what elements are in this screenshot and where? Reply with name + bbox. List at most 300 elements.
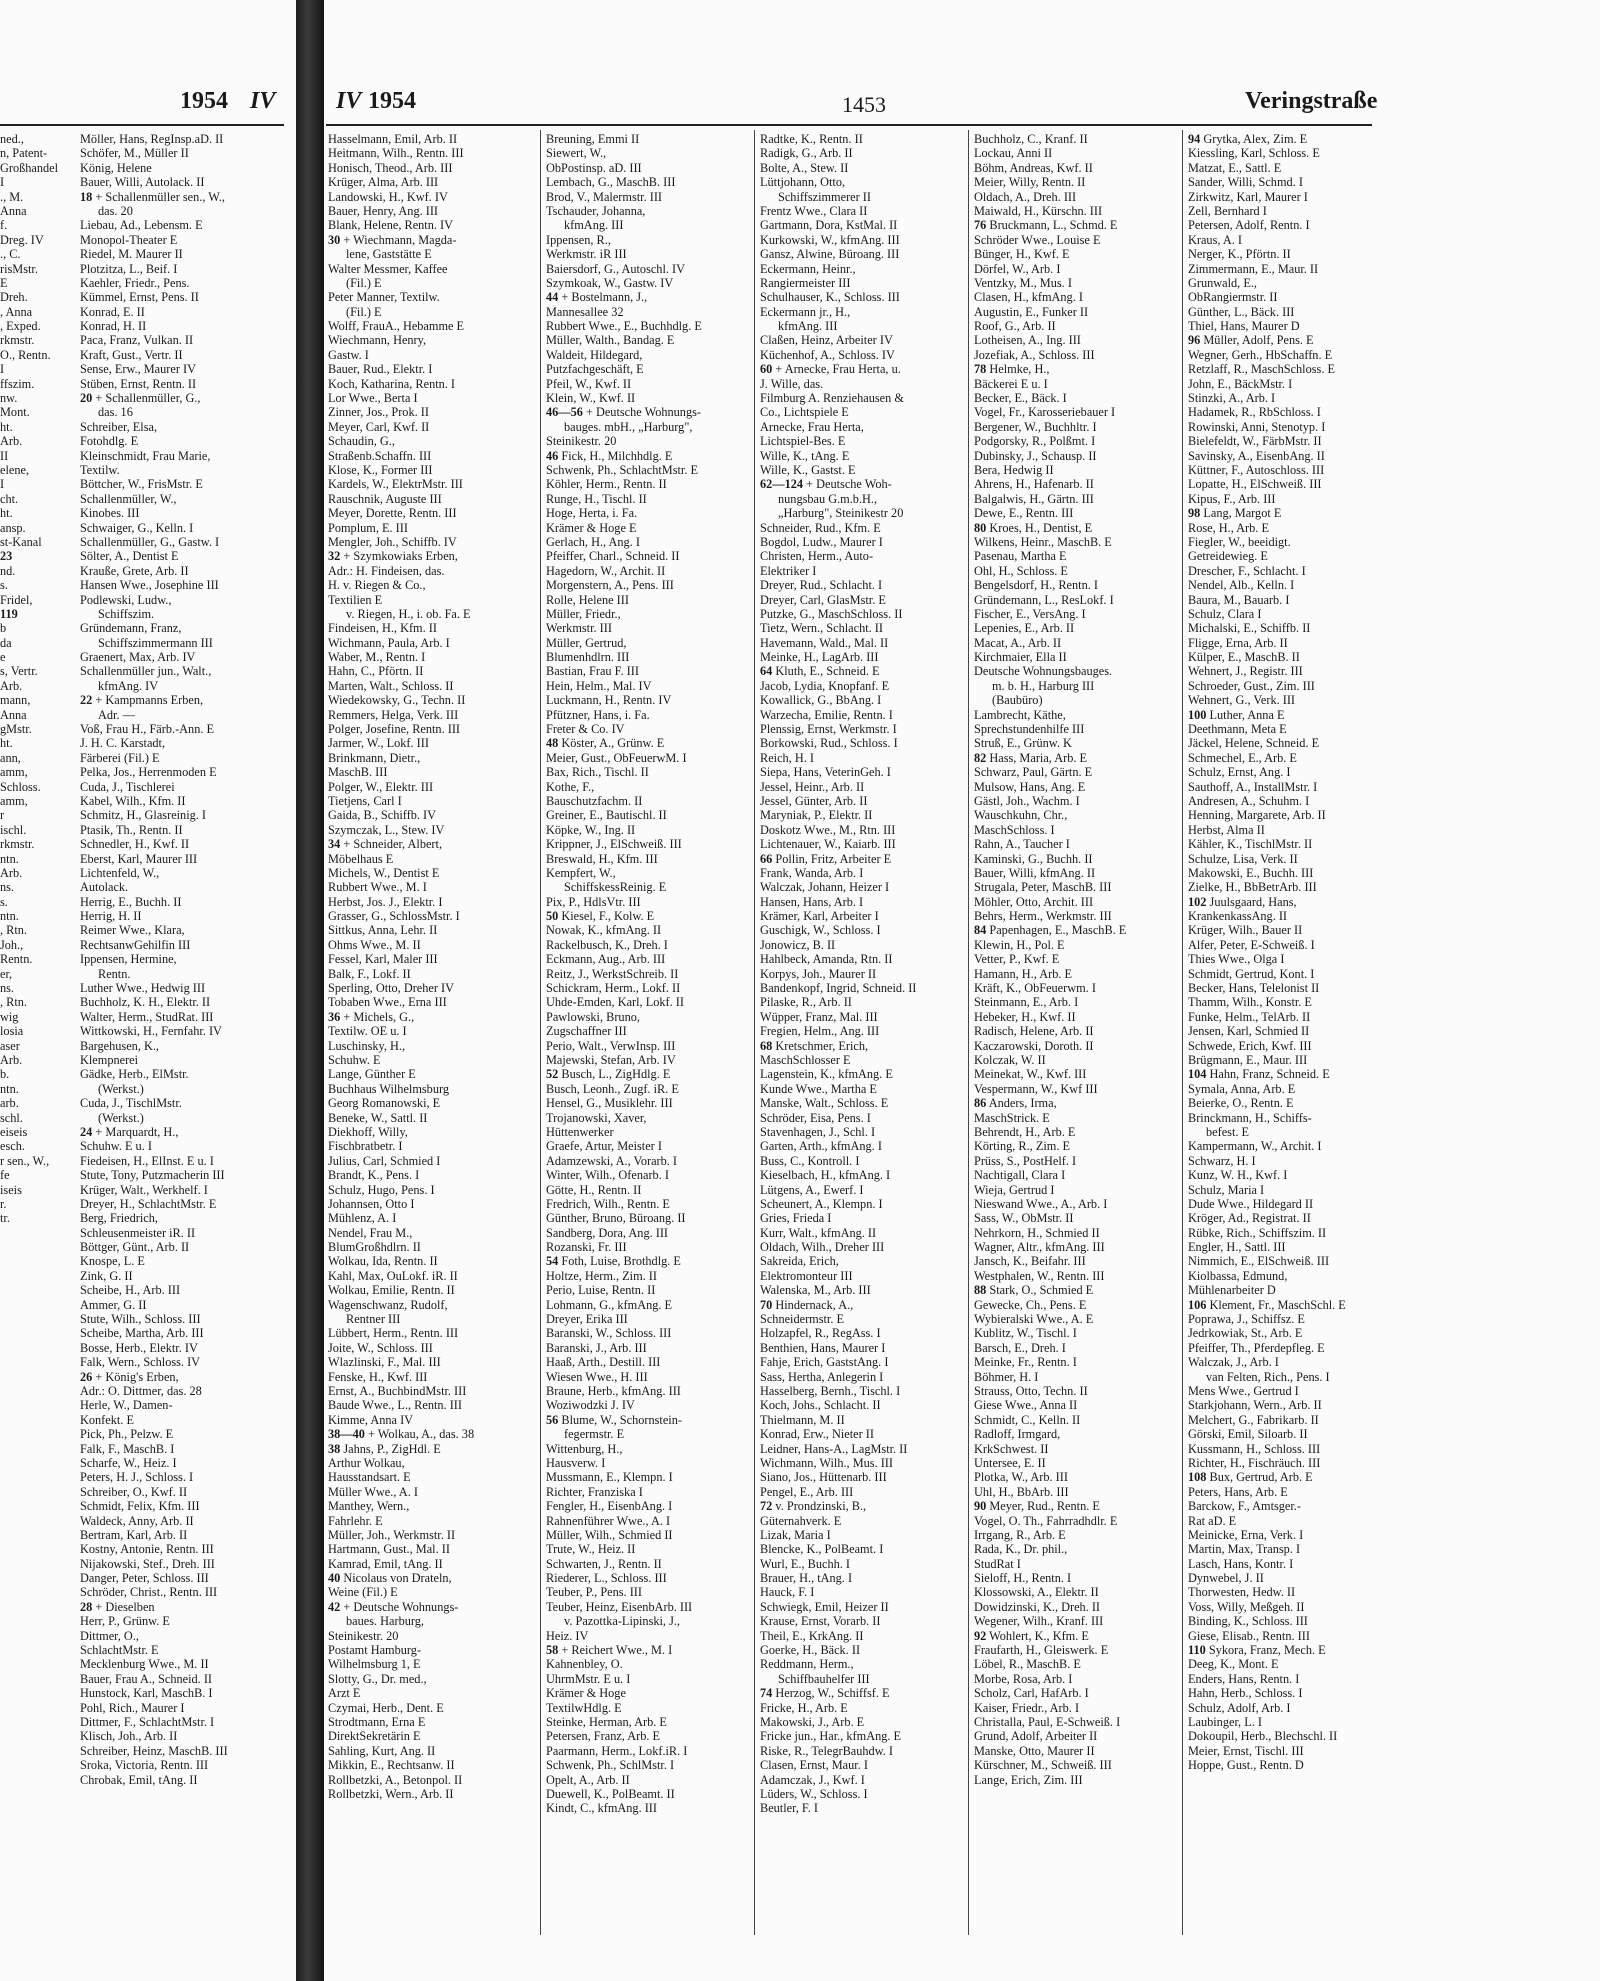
house-number: 44 bbox=[546, 290, 559, 305]
entry-line: Luther Wwe., Hedwig III bbox=[80, 981, 206, 996]
entry-line: m. b. H., Harburg III bbox=[992, 678, 1095, 693]
entry-line: Dreyer, Erika III bbox=[546, 1312, 628, 1327]
left-page-year: 1954 bbox=[180, 88, 228, 114]
entry-line: Hoppe, Gust., Rentn. D bbox=[1188, 1758, 1304, 1773]
entry-line: Schnedler, H., Kwf. II bbox=[80, 837, 190, 852]
entry-line: Holzapfel, R., RegAss. I bbox=[760, 1326, 881, 1341]
entry-line: Elektromonteur III bbox=[760, 1268, 853, 1283]
entry-line: Möller, Hans, RegInsp.aD. II bbox=[80, 132, 224, 146]
entry-line: Stüben, Ernst, Rentn. II bbox=[80, 376, 197, 391]
entry-line: 74 Herzog, W., Schiffsf. E bbox=[760, 1686, 890, 1701]
entry-line: Hasselberg, Bernh., Tischl. I bbox=[760, 1383, 901, 1398]
entry-line: r sen., W., bbox=[0, 1153, 50, 1168]
entry-line: Petersen, Adolf, Rentn. I bbox=[1188, 218, 1310, 233]
entry-line: Polger, W., Elektr. III bbox=[328, 779, 434, 794]
entry-line: Brinckmann, H., Schiffs- bbox=[1188, 1110, 1312, 1125]
entry-line: 76 Bruckmann, L., Schmd. E bbox=[974, 218, 1118, 233]
entry-line: Danger, Peter, Schloss. III bbox=[80, 1571, 209, 1586]
entry-line: Maryniak, P., Elektr. II bbox=[760, 808, 873, 823]
entry-line: Kurr, Walt., kfmAng. II bbox=[760, 1225, 877, 1240]
entry-line: Bandenkopf, Ingrid, Schneid. II bbox=[760, 981, 917, 996]
entry-line: Wichmann, Paula, Arb. I bbox=[328, 635, 450, 650]
entry-line: Becker, E., Bäck. I bbox=[974, 391, 1067, 406]
entry-line: Walenska, M., Arb. III bbox=[760, 1283, 871, 1298]
entry-line: Honisch, Theod., Arb. III bbox=[328, 160, 453, 175]
entry-line: Anna bbox=[0, 707, 27, 722]
entry-line: Riske, R., TelegrBauhdw. I bbox=[760, 1743, 894, 1758]
entry-line: Borkowski, Rud., Schloss. I bbox=[760, 736, 898, 751]
entry-line: Külper, E., MaschB. II bbox=[1188, 650, 1300, 665]
entry-line: Lepenies, E., Arb. II bbox=[974, 621, 1075, 636]
entry-line: Kraus, A. I bbox=[1188, 232, 1242, 247]
entry-line: Bauschutzfachm. II bbox=[546, 793, 643, 808]
entry-line: Zielke, H., BbBetrArb. III bbox=[1188, 880, 1317, 895]
entry-line: 50 Kiesel, F., Kolw. E bbox=[546, 909, 655, 924]
entry-line: Herrig, H. II bbox=[80, 909, 142, 924]
entry-line: Dörfel, W., Arb. I bbox=[974, 261, 1061, 276]
entry-line: 100 Luther, Anna E bbox=[1188, 707, 1285, 722]
entry-line: ObPostinsp. aD. III bbox=[546, 160, 642, 175]
entry-line: Schmidt, Gertrud, Kont. I bbox=[1188, 966, 1315, 981]
entry-line: Schleusenmeister iR. II bbox=[80, 1225, 196, 1240]
right-header-rule bbox=[326, 124, 1372, 126]
house-number: 119 bbox=[0, 606, 18, 621]
entry-line: „Harburg", Steinikestr 20 bbox=[778, 506, 904, 521]
entry-line: Möbelhaus E bbox=[328, 851, 394, 866]
entry-line: 106 Klement, Fr., MaschSchl. E bbox=[1188, 1297, 1346, 1312]
entry-line: Herrig, E., Buchh. II bbox=[80, 894, 182, 909]
entry-line: Küttner, F., Autoschloss. III bbox=[1188, 462, 1325, 477]
column-divider bbox=[1182, 130, 1183, 1935]
entry-line: schl. bbox=[0, 1110, 23, 1125]
entry-line: arb. bbox=[0, 1096, 19, 1111]
entry-line: Rollbetzki, Wern., Arb. II bbox=[328, 1786, 454, 1801]
entry-line: Bauer, Rud., Elektr. I bbox=[328, 362, 433, 377]
entry-line: Monopol-Theater E bbox=[80, 232, 178, 247]
entry-line: Steinke, Herman, Arb. E bbox=[546, 1714, 667, 1729]
entry-line: Hamann, H., Arb. E bbox=[974, 966, 1073, 981]
entry-line: Kostny, Antonie, Rentn. III bbox=[80, 1542, 214, 1557]
entry-line: Mulsow, Hans, Ang. E bbox=[974, 779, 1086, 794]
house-number: 78 bbox=[974, 362, 987, 377]
entry-line: Kampermann, W., Archit. I bbox=[1188, 1139, 1322, 1154]
entry-line: Reddmann, Herm., bbox=[760, 1657, 854, 1672]
entry-line: Jäckel, Helene, Schneid. E bbox=[1188, 736, 1320, 751]
entry-line: 110 Sykora, Franz, Mech. E bbox=[1188, 1643, 1326, 1658]
entry-line: Herbst, Jos. J., Elektr. I bbox=[328, 894, 443, 909]
entry-line: Lagenstein, K., kfmAng. E bbox=[760, 1067, 893, 1082]
entry-line: Wauschkuhn, Chr., bbox=[974, 808, 1068, 823]
entry-line: Baranski, W., Schloss. III bbox=[546, 1326, 672, 1341]
entry-line: Schwarten, J., Rentn. II bbox=[546, 1556, 662, 1571]
entry-line: , Rtn. bbox=[0, 995, 27, 1010]
entry-line: Schwarz, Paul, Gärtn. E bbox=[974, 765, 1093, 780]
entry-line: Bauer, Willi, Autolack. II bbox=[80, 175, 205, 190]
entry-line: Müller, Walth., Bandag. E bbox=[546, 333, 675, 348]
entry-line: Trute, W., Heiz. II bbox=[546, 1542, 636, 1557]
entry-line: Wlazlinski, F., Mal. III bbox=[328, 1355, 441, 1370]
column-divider bbox=[968, 130, 969, 1935]
entry-line: Grunwald, E., bbox=[1188, 275, 1257, 290]
entry-line: Hauck, F. I bbox=[760, 1585, 815, 1600]
entry-line: Wolkau, Emilie, Rentn. II bbox=[328, 1283, 455, 1298]
entry-line: Elektriker I bbox=[760, 563, 817, 578]
entry-line: ObRangiermstr. II bbox=[1188, 290, 1278, 305]
entry-line: Pilaske, R., Arb. II bbox=[760, 995, 852, 1010]
entry-line: Putzfachgeschäft, E bbox=[546, 362, 644, 377]
entry-line: 28 + Dieselben bbox=[80, 1599, 155, 1614]
entry-line: Engler, H., Sattl. III bbox=[1188, 1240, 1286, 1255]
entry-line: 80 Kroes, H., Dentist, E bbox=[974, 520, 1093, 535]
entry-line: kfmAng. III bbox=[778, 319, 838, 334]
house-number: 76 bbox=[974, 218, 987, 233]
entry-line: Schuhw. E u. I bbox=[80, 1139, 152, 1154]
house-number: 38—40 bbox=[328, 1427, 365, 1442]
entry-line: Straßenb.Schaffn. III bbox=[328, 448, 432, 463]
entry-line: Schröder Wwe., Louise E bbox=[974, 232, 1101, 247]
entry-line: Schroeder, Gust., Zim. III bbox=[1188, 678, 1315, 693]
entry-line: Joh., bbox=[0, 937, 24, 952]
entry-line: Braune, Herb., kfmAng. III bbox=[546, 1383, 681, 1398]
entry-line: 72 v. Prondzinski, B., bbox=[760, 1499, 867, 1514]
left-header-rule bbox=[0, 124, 284, 126]
entry-line: Duewell, K., PolBeamt. II bbox=[546, 1786, 675, 1801]
entry-line: Schneider, Rud., Kfm. E bbox=[760, 520, 881, 535]
entry-line: Giese, Elisab., Rentn. III bbox=[1188, 1628, 1310, 1643]
entry-line: Bogdol, Ludw., Maurer I bbox=[760, 534, 883, 549]
entry-line: Ahrens, H., Hafenarb. II bbox=[974, 477, 1094, 492]
entry-line: Andresen, A., Schuhm. I bbox=[1188, 793, 1310, 808]
entry-line: Fengler, H., EisenbAng. I bbox=[546, 1499, 673, 1514]
entry-line: Stute, Tony, Putzmacherin III bbox=[80, 1168, 225, 1183]
house-number: 34 bbox=[328, 837, 341, 852]
entry-line: Rübke, Rich., Schiffszim. II bbox=[1188, 1225, 1327, 1240]
entry-line: r bbox=[0, 808, 5, 823]
entry-line: Schmitz, H., Glasreinig. I bbox=[80, 808, 207, 823]
entry-line: Berg, Friedrich, bbox=[80, 1211, 158, 1226]
entry-line: ., C. bbox=[0, 247, 21, 262]
entry-line: Struß, E., Grünw. K bbox=[974, 736, 1072, 751]
entry-line: Mont. bbox=[0, 405, 30, 420]
entry-line: Grasser, G., SchlossMstr. I bbox=[328, 909, 460, 924]
entry-line: Gaida, B., Schiffb. IV bbox=[328, 808, 437, 823]
entry-line: Filmburg A. Renziehausen & bbox=[760, 391, 904, 406]
entry-line: 40 Nicolaus von Drateln, bbox=[328, 1571, 452, 1586]
entry-line: 26 + König's Erben, bbox=[80, 1369, 179, 1384]
entry-line: Doskotz Wwe., M., Rtn. III bbox=[760, 822, 896, 837]
house-number: 82 bbox=[974, 750, 987, 765]
entry-line: Clasen, Ernst, Maur. I bbox=[760, 1758, 868, 1773]
entry-line: Krause, Ernst, Vorarb. II bbox=[760, 1614, 881, 1629]
street-name: Veringstraße bbox=[1245, 88, 1378, 114]
entry-line: Jedrkowiak, St., Arb. E bbox=[1188, 1326, 1303, 1341]
entry-line: Jansch, K., Beifahr. III bbox=[974, 1254, 1086, 1269]
entry-line: Waldeck, Anny, Arb. II bbox=[80, 1513, 194, 1528]
entry-line: 38 Jahns, P., ZigHdl. E bbox=[328, 1441, 441, 1456]
entry-line: Müller, Friedr., bbox=[546, 606, 621, 621]
entry-line: Krippner, J., ElSchweiß. III bbox=[546, 837, 682, 852]
entry-line: Kröger, Ad., Registrat. II bbox=[1188, 1211, 1311, 1226]
house-number: 84 bbox=[974, 923, 987, 938]
entry-line: Krüger, Alma, Arb. III bbox=[328, 175, 439, 190]
entry-line: Ohms Wwe., M. II bbox=[328, 937, 421, 952]
entry-line: Ernst, A., BuchbindMstr. III bbox=[328, 1383, 467, 1398]
entry-line: Siewert, W., bbox=[546, 146, 607, 161]
entry-line: 88 Stark, O., Schmied E bbox=[974, 1283, 1094, 1298]
entry-line: Martin, Max, Transp. I bbox=[1188, 1542, 1301, 1557]
entry-line: Augustin, E., Funker II bbox=[974, 304, 1089, 319]
entry-line: Gründemann, Franz, bbox=[80, 621, 182, 636]
entry-line: Schmechel, E., Arb. E bbox=[1188, 750, 1297, 765]
entry-line: Lütgens, A., Ewerf. I bbox=[760, 1182, 864, 1197]
entry-line: Mühlenz, A. I bbox=[328, 1211, 397, 1226]
entry-line: Fricke, H., Arb. E bbox=[760, 1700, 848, 1715]
entry-line: Meinke, Fr., Rentn. I bbox=[974, 1355, 1077, 1370]
entry-line: Bosse, Herb., Elektr. IV bbox=[80, 1340, 198, 1355]
entry-line: Guschigk, W., Schloss. I bbox=[760, 923, 881, 938]
entry-line: Richter, Franziska I bbox=[546, 1484, 643, 1499]
entry-line: Dittmer, F., SchlachtMstr. I bbox=[80, 1714, 215, 1729]
entry-line: Lüttjohann, Otto, bbox=[760, 175, 846, 190]
entry-line: Sölter, A., Dentist E bbox=[80, 549, 179, 564]
entry-line: Knospe, L. E bbox=[80, 1254, 145, 1269]
entry-line: elene, bbox=[0, 462, 30, 477]
entry-line: Textilw. bbox=[80, 462, 120, 477]
entry-line: Beutler, F. I bbox=[760, 1801, 818, 1816]
entry-line: Pengel, E., Arb. III bbox=[760, 1484, 854, 1499]
entry-line: Fenske, H., Kwf. III bbox=[328, 1369, 428, 1384]
entry-line: Böhmer, H. I bbox=[974, 1369, 1039, 1384]
entry-line: 66 Pollin, Fritz, Arbeiter E bbox=[760, 851, 892, 866]
entry-line: Kunde Wwe., Martha E bbox=[760, 1081, 877, 1096]
entry-line: Deeg, K., Mont. E bbox=[1188, 1657, 1279, 1672]
entry-line: Krämer & Hoge bbox=[546, 1686, 626, 1701]
entry-line: kfmAng. IV bbox=[98, 678, 159, 693]
entry-line: Pick, Ph., Pelzw. E bbox=[80, 1427, 174, 1442]
entry-line: Dreyer, H., SchlachtMstr. E bbox=[80, 1196, 217, 1211]
entry-line: Brauer, H., tAng. I bbox=[760, 1571, 853, 1586]
entry-line: Thiel, Hans, Maurer D bbox=[1188, 319, 1300, 334]
entry-line: Kublitz, W., Tischl. I bbox=[974, 1326, 1077, 1341]
entry-line: Rose, H., Arb. E bbox=[1188, 520, 1269, 535]
entry-line: Schallenmüller, G., Gastw. I bbox=[80, 534, 220, 549]
entry-line: Dokoupil, Herb., Blechschl. II bbox=[1188, 1729, 1338, 1744]
entry-line: Kamrad, Emil, tAng. II bbox=[328, 1556, 443, 1571]
house-number: 70 bbox=[760, 1297, 773, 1312]
entry-line: Wagner, Altr., kfmAng. III bbox=[974, 1240, 1105, 1255]
entry-line: Kolczak, W. II bbox=[974, 1053, 1046, 1067]
entry-line: r. bbox=[0, 1196, 7, 1211]
entry-line: Schulz, Hugo, Pens. I bbox=[328, 1182, 435, 1197]
entry-line: Untersee, E. II bbox=[974, 1455, 1046, 1470]
entry-line: Dreyer, Rud., Schlacht. I bbox=[760, 578, 883, 593]
entry-line: I bbox=[0, 175, 5, 190]
entry-line: Vogel, Fr., Karosseriebauer I bbox=[974, 405, 1116, 420]
entry-line: Ohl, H., Schloss. E bbox=[974, 563, 1068, 578]
house-number: 86 bbox=[974, 1096, 987, 1111]
entry-line: Adr. — bbox=[98, 707, 135, 722]
entry-line: Barckow, F., Amtsger.- bbox=[1188, 1499, 1301, 1514]
house-number: 48 bbox=[546, 736, 559, 751]
entry-line: Laubinger, L. I bbox=[1188, 1714, 1262, 1729]
entry-line: Trojanowski, Xaver, bbox=[546, 1110, 647, 1125]
entry-line: Rubbert Wwe., M. I bbox=[328, 880, 427, 895]
entry-line: Bäckerei E u. I bbox=[974, 376, 1048, 391]
entry-line: E bbox=[0, 275, 8, 290]
entry-line: da bbox=[0, 635, 12, 650]
entry-line: Jessel, Heinr., Arb. II bbox=[760, 779, 865, 794]
entry-line: Baura, M., Bauarb. I bbox=[1188, 592, 1290, 607]
entry-line: Nieswand Wwe., A., Arb. I bbox=[974, 1196, 1108, 1211]
entry-line: Jessel, Günter, Arb. II bbox=[760, 793, 868, 808]
entry-line: Poprawa, J., Schiffsz. E bbox=[1188, 1312, 1305, 1327]
entry-line: Kimme, Anna IV bbox=[328, 1412, 414, 1427]
entry-line: Peters, Hans, Arb. E bbox=[1188, 1484, 1288, 1499]
entry-line: Warzecha, Emilie, Rentn. I bbox=[760, 707, 893, 722]
entry-line: ann, bbox=[0, 750, 21, 765]
entry-line: Wehnert, J., Registr. III bbox=[1188, 664, 1303, 679]
entry-line: Luckmann, H., Rentn. IV bbox=[546, 693, 672, 708]
entry-line: Schöfer, M., Müller II bbox=[80, 146, 189, 161]
house-number: 100 bbox=[1188, 707, 1207, 722]
entry-line: H. v. Riegen & Co., bbox=[328, 578, 426, 593]
entry-line: I bbox=[0, 362, 5, 377]
entry-line: Lasch, Hans, Kontr. I bbox=[1188, 1556, 1294, 1571]
entry-line: Jonowicz, B. II bbox=[760, 937, 836, 952]
entry-line: Becker, Hans, Telelonist II bbox=[1188, 981, 1320, 996]
entry-line: Michels, W., Dentist E bbox=[328, 865, 440, 880]
entry-line: Walczak, J., Arb. I bbox=[1188, 1355, 1279, 1370]
entry-line: Müller, Joh., Werkmstr. II bbox=[328, 1527, 456, 1542]
entry-line: Ptasik, Th., Rentn. II bbox=[80, 822, 183, 837]
entry-line: Schloss. bbox=[0, 779, 41, 794]
entry-line: Zimmermann, E., Maur. II bbox=[1188, 261, 1319, 276]
entry-line: Strugala, Peter, MaschB. III bbox=[974, 880, 1112, 895]
entry-line: Schröder, Christ., Rentn. III bbox=[80, 1585, 218, 1600]
column-4 bbox=[546, 132, 750, 1816]
entry-line: , Rtn. bbox=[0, 923, 27, 938]
house-number: 106 bbox=[1188, 1297, 1207, 1312]
left-fragment-column-2 bbox=[80, 132, 292, 1787]
entry-line: Schreiber, Elsa, bbox=[80, 419, 158, 434]
house-number: 38 bbox=[328, 1441, 341, 1456]
entry-line: Adr.: H. Findeisen, das. bbox=[328, 563, 445, 578]
entry-line: aser bbox=[0, 1038, 20, 1053]
entry-line: Ippensen, R., bbox=[546, 232, 611, 247]
entry-line: Reitz, J., WerkstSchreib. II bbox=[546, 966, 679, 981]
entry-line: (Fil.) E bbox=[346, 275, 382, 290]
column-divider bbox=[754, 130, 755, 1935]
entry-line: s. bbox=[0, 578, 8, 593]
entry-line: Wilhelmsburg 1, E bbox=[328, 1657, 421, 1672]
entry-line: Dreyer, Carl, GlasMstr. E bbox=[760, 592, 886, 607]
entry-line: Vespermann, W., Kwf III bbox=[974, 1081, 1098, 1096]
entry-line: Hartmann, Gust., Mal. II bbox=[328, 1542, 450, 1557]
entry-line: Riedel, M. Maurer II bbox=[80, 247, 183, 262]
entry-line: Alfer, Peter, E-Schweiß. I bbox=[1188, 937, 1315, 952]
entry-line: Michalski, E., Schiffb. II bbox=[1188, 621, 1311, 636]
entry-line: Rentn. bbox=[98, 966, 131, 981]
entry-line: Schwenk, Ph., SchlMstr. I bbox=[546, 1758, 675, 1773]
entry-line: Kraft, Gust., Vertr. II bbox=[80, 347, 183, 362]
entry-line: Perio, Luise, Rentn. II bbox=[546, 1283, 656, 1298]
entry-line: Breuning, Emmi II bbox=[546, 132, 640, 146]
entry-line: 102 Juulsgaard, Hans, bbox=[1188, 894, 1297, 909]
entry-line: (Werkst.) bbox=[98, 1110, 144, 1125]
entry-line: Tschauder, Johanna, bbox=[546, 203, 646, 218]
entry-line: Chrobak, Emil, tAng. II bbox=[80, 1772, 198, 1787]
entry-line: Kleinschmidt, Frau Marie, bbox=[80, 448, 211, 463]
entry-line: Clasen, H., kfmAng. I bbox=[974, 290, 1083, 305]
entry-line: Uhde-Emden, Karl, Lokf. II bbox=[546, 995, 684, 1010]
entry-line: Busch, Leonh., Zugf. iR. E bbox=[546, 1081, 679, 1096]
entry-line: Lembach, G., MaschB. III bbox=[546, 175, 676, 190]
entry-line: Günther, L., Bäck. III bbox=[1188, 304, 1295, 319]
entry-line: Bauer, Frau A., Schneid. II bbox=[80, 1671, 213, 1686]
entry-line: Bolte, A., Stew. II bbox=[760, 160, 849, 175]
entry-line: ffszim. bbox=[0, 376, 35, 391]
entry-line: Klein, W., Kwf. II bbox=[546, 391, 636, 406]
entry-line: Baude Wwe., L., Rentn. III bbox=[328, 1398, 462, 1413]
entry-line: StudRat I bbox=[974, 1556, 1021, 1571]
entry-line: amm, bbox=[0, 765, 28, 780]
entry-line: Ventzky, M., Mus. I bbox=[974, 275, 1072, 290]
entry-line: Slotty, G., Dr. med., bbox=[328, 1671, 427, 1686]
entry-line: Lange, Günther E bbox=[328, 1067, 416, 1082]
entry-line: Textilw. OE u. I bbox=[328, 1024, 407, 1039]
house-number: 50 bbox=[546, 909, 559, 924]
entry-line: Hahlbeck, Amanda, Rtn. II bbox=[760, 952, 893, 967]
entry-line: Zirkwitz, Karl, Maurer I bbox=[1188, 189, 1308, 204]
entry-line: Wegener, Wilh., Kranf. III bbox=[974, 1614, 1104, 1629]
entry-line: Kieselbach, H., kfmAng. I bbox=[760, 1168, 891, 1183]
entry-line: 30 + Wiechmann, Magda- bbox=[328, 232, 457, 247]
entry-line: Reimer Wwe., Klara, bbox=[80, 923, 185, 938]
entry-line: Schallenmüller, W., bbox=[80, 491, 177, 506]
entry-line: Krämer, Karl, Arbeiter I bbox=[760, 909, 879, 924]
entry-line: Rangiermeister III bbox=[760, 275, 851, 290]
entry-line: Arnecke, Frau Herta, bbox=[760, 419, 864, 434]
entry-line: Savinsky, A., EisenbAng. II bbox=[1188, 448, 1325, 463]
right-page-year: 1954 bbox=[368, 88, 416, 114]
entry-line: MaschStrick. E bbox=[974, 1110, 1050, 1125]
entry-line: Mengler, Joh., Schiffb. IV bbox=[328, 534, 457, 549]
entry-line: Kussmann, H., Schloss. III bbox=[1188, 1441, 1321, 1456]
entry-line: Kipus, F., Arb. III bbox=[1188, 491, 1276, 506]
entry-line: Möhler, Otto, Archit. III bbox=[974, 894, 1094, 909]
entry-line: Pasenau, Martha E bbox=[974, 549, 1067, 564]
house-number: 40 bbox=[328, 1571, 341, 1586]
entry-line: st-Kanal bbox=[0, 534, 42, 549]
entry-line: Manthey, Wern., bbox=[328, 1499, 410, 1514]
entry-line: Böttger, Günt., Arb. II bbox=[80, 1240, 190, 1255]
entry-line: 20 + Schallenmüller, G., bbox=[80, 391, 201, 406]
entry-line: Drescher, F., Schlacht. I bbox=[1188, 563, 1306, 578]
entry-line: Kirchmaier, Ella II bbox=[974, 650, 1067, 665]
entry-line: Arthur Wolkau, bbox=[328, 1455, 405, 1470]
entry-line: 46—56 + Deutsche Wohnungs- bbox=[546, 405, 701, 420]
entry-line: Dowidzinski, K., Dreh. II bbox=[974, 1599, 1101, 1614]
entry-line: Werkmstr. III bbox=[546, 621, 612, 636]
entry-line: Arb. bbox=[0, 678, 23, 693]
entry-line: , Exped. bbox=[0, 319, 41, 334]
entry-line: Frank, Wanda, Arb. I bbox=[760, 865, 864, 880]
entry-line: das. 16 bbox=[98, 405, 133, 420]
entry-line: Thorwesten, Hedw. II bbox=[1188, 1585, 1296, 1600]
entry-line: Wagenschwanz, Rudolf, bbox=[328, 1297, 448, 1312]
entry-line: Korpys, Joh., Maurer II bbox=[760, 966, 877, 981]
entry-line: Buchholz, K. H., Elektr. II bbox=[80, 995, 211, 1010]
